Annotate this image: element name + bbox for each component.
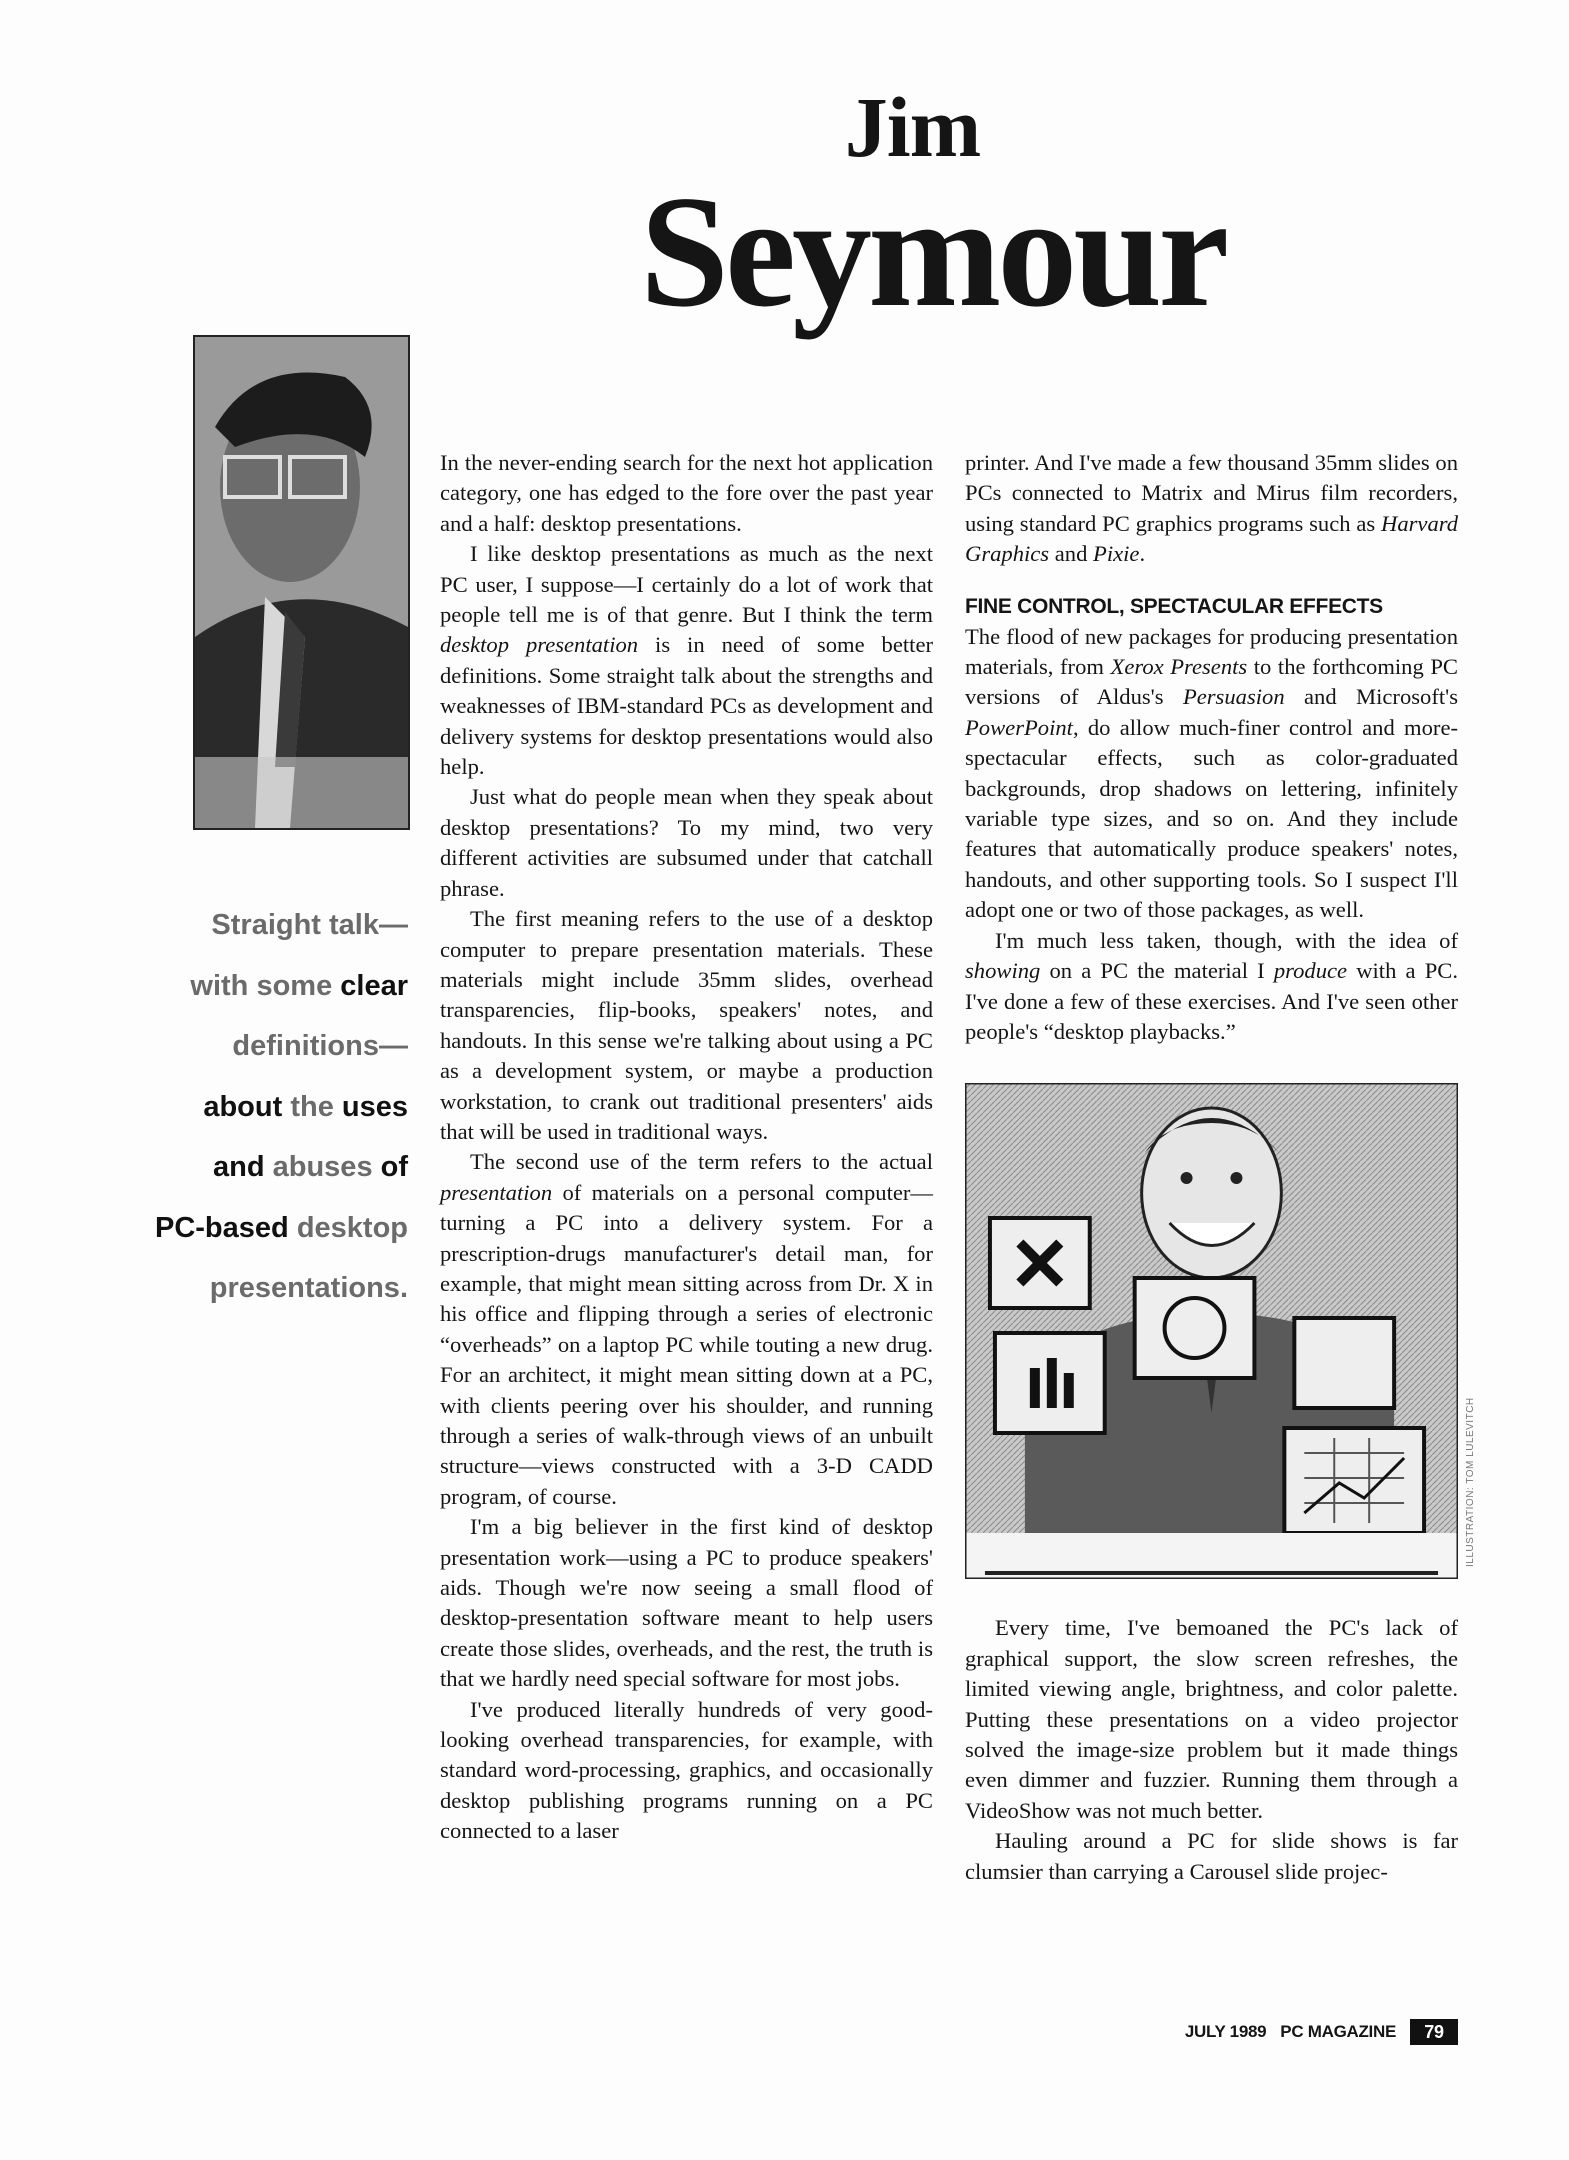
text: I've produced literally hundreds of very good-looking overhead transparencies, for example, with standard word-processing, graphics, and occasionally desktop publishing programs running on a PC connected to a laser	[440, 1696, 933, 1844]
text: .	[1139, 541, 1146, 567]
pull-quote-text: with some	[190, 969, 341, 1002]
pull-quote-text: abuses	[272, 1151, 381, 1183]
author-last-name: Seymour	[640, 162, 1226, 340]
page-footer	[1185, 2019, 1458, 2045]
italic-text: desktop presentation	[440, 632, 639, 658]
text: of materials on a personal computer—turning a PC into a delivery system. For a prescription-drugs manufacturer's detail man, for example, that might mean sitting across from Dr. X in his office and flipping through a series of electronic “overheads” on a laptop PC while touting a new drug. For an architect, it might mean sitting down at a PC, with clients peering over his shoulder, and running through a series of walk-through views of an unbuilt structure—views constructed with a 3-D CADD program, of course.	[440, 1179, 933, 1509]
pull-quote-line	[60, 1077, 408, 1138]
text: with a PC. I've done a few of these exercises. And I've seen other people's “desktop playbacks.”	[965, 958, 1459, 1044]
text: Just what do people mean when they speak about desktop presentations? To my mind, two very different activities are subsumed under that catchall phrase.	[440, 784, 933, 901]
pull-quote-text: desktop	[296, 1211, 408, 1244]
column-2-bottom-text	[965, 1613, 1458, 1887]
author-portrait-icon	[195, 337, 408, 828]
paragraph	[440, 539, 933, 782]
column-2-section-text	[965, 622, 1458, 1048]
text: I'm a big believer in the first kind of desktop presentation work—using a PC to produce speakers' aids. Though we're now seeing a small flood of desktop-presentation software meant to help users create those slides, overheads, and the rest, the truth is that we hardly need special software for most jobs.	[440, 1514, 933, 1692]
illustration	[965, 1083, 1458, 1579]
pull-quote-line	[60, 895, 408, 956]
issue-date: JULY 1989	[1184, 2022, 1267, 2041]
italic-text: Xerox Presents	[1110, 654, 1248, 680]
paragraph	[440, 1512, 933, 1694]
text: I like desktop presentations as much as the next PC user, I suppose—I certainly do a lot of work that people tell me is of that genre. But I think the term	[440, 541, 933, 628]
column-2-top-text	[965, 448, 1458, 570]
italic-text: Pixie	[1093, 541, 1140, 567]
pull-quote-text: presentations.	[209, 1272, 408, 1304]
pull-quote-text: clear	[340, 969, 408, 1002]
paragraph	[965, 1826, 1458, 1887]
text: and	[1049, 541, 1094, 567]
paragraph	[440, 904, 933, 1147]
man-with-monitors-illustration-icon	[965, 1083, 1458, 1579]
paragraph	[440, 782, 933, 904]
pull-quote-line	[60, 956, 408, 1017]
section-heading: FINE CONTROL, SPECTACULAR EFFECTS	[965, 594, 1383, 618]
paragraph	[965, 1613, 1458, 1826]
text: The first meaning refers to the use of a desktop computer to prepare presentation materials. These materials might include 35mm slides, overhead transparencies, flip-books, speakers' notes, and handouts. In this sense we're talking about using a PC as a development system, or maybe a production workstation, to crank out traditional presenters' aids that will be used in traditional ways.	[440, 906, 933, 1144]
illustration-wrapper	[965, 1083, 1476, 1579]
pull-quote-text: definitions—	[232, 1030, 408, 1062]
paragraph	[965, 926, 1458, 1048]
text: on a PC the material I	[1040, 958, 1274, 984]
italic-text: presentation	[440, 1179, 553, 1205]
pull-quote-line	[60, 1258, 408, 1319]
magazine-name: PC MAGAZINE	[1280, 2022, 1396, 2041]
text: to the forthcoming PC versions of Aldus's	[965, 654, 1458, 710]
paragraph	[965, 622, 1458, 926]
pull-quote-text: and	[213, 1151, 273, 1183]
paragraph	[440, 1147, 933, 1512]
text: Hauling around a PC for slide shows is far clumsier than carrying a Carousel slide projec-	[965, 1828, 1458, 1884]
text: Every time, I've bemoaned the PC's lack of graphical support, the slow screen refreshes, the limited viewing angle, brightness, and color palette. Putting these presentations on a video projector solved the image-size problem but it made things even dimmer and fuzzier. Running them through a VideoShow was not much better.	[965, 1615, 1458, 1823]
italic-text: Harvard Graphics	[965, 510, 1458, 567]
pull-quote-text: PC-based	[154, 1211, 297, 1244]
text: is in need of some better definitions. Some straight talk about the strengths and weaknesses of IBM-standard PCs as development and delivery systems for desktop presentations would also help.	[440, 632, 933, 780]
italic-text: showing	[965, 958, 1041, 984]
author-photo	[193, 335, 410, 830]
pull-quote-text: of	[380, 1151, 408, 1183]
pull-quote	[60, 895, 408, 1319]
italic-text: produce	[1273, 958, 1348, 984]
text: The second use of the term refers to the actual	[470, 1149, 933, 1175]
text: The flood of new packages for producing presentation materials, from	[965, 623, 1458, 680]
paragraph	[440, 448, 933, 539]
text: , do allow much-finer control and more-spectacular effects, such as color-graduated backgrounds, drop shadows on lettering, infinitely variable type sizes, and so on. And they include features that automatically produce speakers' notes, handouts, and other supporting tools. So I suspect I'll adopt one or two of those packages, as well.	[965, 714, 1458, 923]
pull-quote-text: Straight talk—	[211, 909, 408, 941]
italic-text: PowerPoint	[965, 714, 1073, 740]
page-number: 79	[1410, 2019, 1458, 2045]
pull-quote-line	[60, 1137, 408, 1198]
paragraph	[440, 1695, 933, 1847]
author-first-name: Jim	[844, 79, 981, 175]
text: I'm much less taken, though, with the idea of	[995, 927, 1458, 953]
pull-quote-line	[60, 1198, 408, 1259]
pull-quote-text: about	[203, 1090, 291, 1123]
text: and Microsoft's	[1284, 684, 1459, 710]
text: printer. And I've made a few thousand 35mm slides on PCs connected to Matrix and Mirus film recorders, using standard PC graphics programs such as	[965, 450, 1458, 536]
article-column-1	[440, 448, 933, 1847]
paragraph	[965, 448, 1458, 570]
text: In the never-ending search for the next hot application category, one has edged to the fore over the past year and a half: desktop presentations.	[440, 450, 933, 536]
illustration-credit: ILLUSTRATION: TOM LULEVITCH	[1465, 1397, 1476, 1568]
pull-quote-text: the	[290, 1090, 342, 1123]
italic-text: Persuasion	[1182, 684, 1285, 710]
pull-quote-line	[60, 1016, 408, 1077]
pull-quote-text: uses	[341, 1090, 408, 1123]
article-column-2	[965, 448, 1476, 2008]
